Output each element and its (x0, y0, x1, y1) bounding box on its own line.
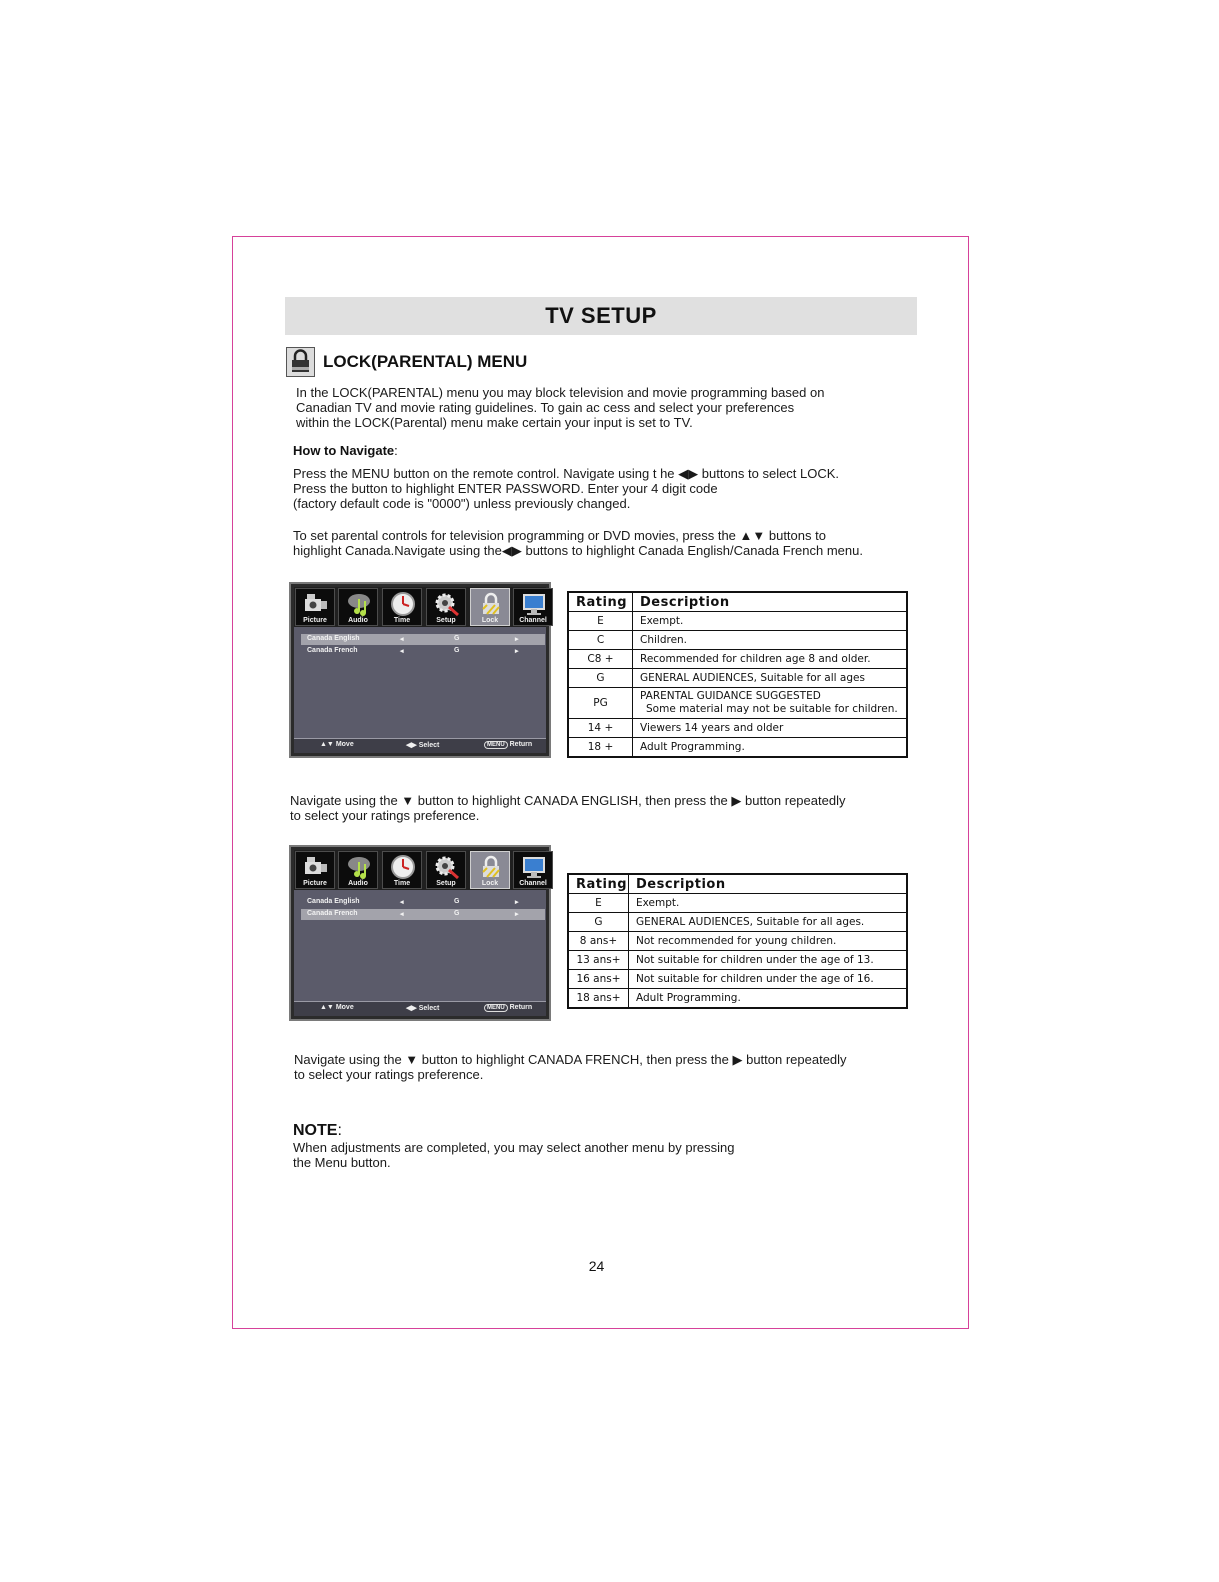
table-header-row (568, 874, 907, 894)
tab-time[interactable] (382, 851, 422, 889)
how-to-navigate-heading (293, 443, 398, 458)
description-cell: Recommended for children age 8 and older. (633, 650, 908, 669)
menu-tab-bar (294, 850, 546, 890)
description-cell: Not recommended for young children. (629, 932, 908, 951)
description-cell: Not suitable for children under the age of 16. (629, 970, 908, 989)
how-to-navigate-label: How to Navigate (293, 443, 395, 458)
note-heading (293, 1122, 342, 1140)
tab-setup[interactable] (426, 851, 466, 889)
table-row (568, 719, 907, 738)
padlock-icon (286, 347, 315, 377)
caption-line: Navigate using the ▼ button to highlight CANADA ENGLISH, then press the ▶ button repeatedly (290, 793, 846, 808)
rating-cell: G (568, 913, 629, 932)
column-header: Rating (568, 874, 629, 894)
clock-icon (389, 854, 417, 880)
tab-picture[interactable] (295, 588, 335, 626)
rating-cell: G (568, 669, 633, 688)
caption-line: to select your ratings preference. (290, 808, 480, 823)
move-hint (320, 1004, 354, 1011)
up-down-icon: ▲▼ (320, 1004, 336, 1011)
move-hint-label: Move (335, 1004, 354, 1011)
left-arrow-icon[interactable]: ◂ (400, 911, 404, 918)
padlock-icon (477, 591, 505, 617)
tab-lock[interactable] (470, 588, 510, 626)
canada-english-ratings-table (567, 591, 908, 758)
rating-cell: 14 + (568, 719, 633, 738)
camera-icon (302, 854, 330, 880)
right-arrow-icon[interactable]: ▸ (515, 911, 519, 918)
menu-item-canada-french[interactable] (301, 646, 545, 657)
menu-item-label: Canada English (307, 635, 360, 642)
table-row (568, 669, 907, 688)
menu-item-canada-english[interactable] (301, 897, 545, 908)
menu-item-label: Canada French (307, 910, 358, 917)
navigate-line: Press the MENU button on the remote control. Navigate using t he ◀▶ buttons to select LOCK. (293, 466, 840, 481)
table-row (568, 989, 907, 1008)
select-hint (406, 1004, 439, 1012)
monitor-icon (520, 854, 548, 880)
page-title: TV SETUP (545, 303, 657, 328)
rating-cell: PG (568, 688, 633, 719)
move-hint (320, 741, 354, 748)
rating-cell: 18 ans+ (568, 989, 629, 1008)
select-hint-label: Select (418, 742, 440, 749)
column-header: Rating (568, 592, 633, 612)
table-header-row (568, 592, 907, 612)
right-arrow-icon[interactable]: ▸ (515, 636, 519, 643)
description-cell: Adult Programming. (633, 738, 908, 757)
select-hint-label: Select (418, 1005, 440, 1012)
return-hint-label: Return (509, 741, 533, 748)
description-cell: Exempt. (633, 612, 908, 631)
menu-key-icon: MENU (484, 741, 508, 749)
table-row (568, 650, 907, 669)
description-line: Some material may not be suitable for children. (646, 703, 898, 715)
table-row (568, 612, 907, 631)
intro-paragraph (296, 385, 824, 430)
intro-line: Canadian TV and movie rating guidelines. To gain ac cess and select your preferences (296, 400, 795, 415)
menu-tab-bar (294, 587, 546, 627)
description-cell (633, 688, 908, 719)
page-number: 24 (588, 1258, 605, 1274)
caption-english (290, 793, 845, 823)
rating-cell: C (568, 631, 633, 650)
rating-cell: C8 + (568, 650, 633, 669)
menu-footer (294, 1001, 546, 1016)
menu-item-canada-english[interactable] (301, 634, 545, 645)
description-cell: Adult Programming. (629, 989, 908, 1008)
note-line: When adjustments are completed, you may select another menu by pressing (293, 1140, 735, 1155)
section-title: LOCK(PARENTAL) MENU (323, 352, 528, 371)
description-cell: Exempt. (629, 894, 908, 913)
navigate-line: Press the button to highlight ENTER PASSWORD. Enter your 4 digit code (293, 481, 718, 496)
tab-label: Channel (519, 880, 547, 887)
table-row (568, 913, 907, 932)
note-paragraph (293, 1140, 735, 1170)
column-header: Description (629, 874, 908, 894)
rating-cell: E (568, 894, 629, 913)
tab-label: Setup (436, 617, 456, 624)
tab-label: Lock (481, 880, 499, 887)
header-banner (285, 297, 917, 335)
table-row (568, 738, 907, 757)
left-arrow-icon[interactable]: ◂ (400, 636, 404, 643)
tab-label: Setup (436, 880, 456, 887)
right-arrow-icon[interactable]: ▸ (515, 648, 519, 655)
tab-label: Audio (348, 617, 368, 624)
left-right-icon: ◀▶ (406, 742, 419, 749)
navigate-line: highlight Canada.Navigate using the◀▶ buttons to highlight Canada English/Canada French menu. (293, 543, 863, 558)
tools-icon (433, 854, 461, 880)
table-row (568, 932, 907, 951)
rating-cell: 8 ans+ (568, 932, 629, 951)
menu-item-value: G (454, 635, 460, 642)
caption-french (294, 1052, 847, 1082)
tab-audio[interactable] (338, 588, 378, 626)
padlock-icon (477, 854, 505, 880)
return-hint-label: Return (509, 1004, 533, 1011)
column-header: Description (633, 592, 908, 612)
tools-icon (433, 591, 461, 617)
select-hint (406, 741, 439, 749)
tab-label: Picture (303, 880, 327, 887)
menu-item-label: Canada French (307, 647, 358, 654)
tab-label: Time (393, 880, 411, 887)
music-note-icon (345, 591, 373, 617)
clock-icon (389, 591, 417, 617)
rating-cell: E (568, 612, 633, 631)
table-row (568, 951, 907, 970)
navigate-paragraph-1 (293, 466, 839, 511)
navigate-line: (factory default code is "0000") unless previously changed. (293, 496, 631, 511)
rating-cell: 13 ans+ (568, 951, 629, 970)
description-cell: Children. (633, 631, 908, 650)
tv-menu-screen-english (289, 582, 551, 758)
tab-label: Channel (519, 617, 547, 624)
description-cell: Not suitable for children under the age of 13. (629, 951, 908, 970)
menu-item-canada-french[interactable] (301, 909, 545, 920)
canada-french-ratings-table (567, 873, 908, 1009)
monitor-icon (520, 591, 548, 617)
note-colon: : (337, 1122, 342, 1139)
menu-key-icon: MENU (484, 1004, 508, 1012)
note-title: NOTE (293, 1122, 338, 1139)
up-down-icon: ▲▼ (320, 741, 336, 748)
description-cell: Viewers 14 years and older (633, 719, 908, 738)
navigate-line: To set parental controls for television programming or DVD movies, press the ▲▼ buttons to (293, 528, 826, 543)
intro-line: In the LOCK(PARENTAL) menu you may block television and movie programming based on (296, 385, 825, 400)
tab-label: Lock (481, 617, 499, 624)
menu-footer (294, 738, 546, 753)
menu-item-value: G (454, 898, 460, 905)
menu-item-value: G (454, 647, 460, 654)
tab-audio[interactable] (338, 851, 378, 889)
description-line: PARENTAL GUIDANCE SUGGESTED (640, 690, 821, 702)
tab-channel[interactable] (513, 588, 553, 626)
tab-lock[interactable] (470, 851, 510, 889)
note-line: the Menu button. (293, 1155, 391, 1170)
tab-label: Time (393, 617, 411, 624)
tv-menu-screen-french (289, 845, 551, 1021)
table-row (568, 894, 907, 913)
table-row (568, 631, 907, 650)
tab-time[interactable] (382, 588, 422, 626)
return-hint (484, 741, 532, 748)
menu-item-value: G (454, 910, 460, 917)
intro-line: within the LOCK(Parental) menu make certain your input is set to TV. (296, 415, 693, 430)
return-hint (484, 1004, 532, 1011)
tab-channel[interactable] (513, 851, 553, 889)
tab-label: Audio (348, 880, 368, 887)
camera-icon (302, 591, 330, 617)
caption-line: Navigate using the ▼ button to highlight CANADA FRENCH, then press the ▶ button repeatedly (294, 1052, 847, 1067)
tab-picture[interactable] (295, 851, 335, 889)
left-arrow-icon[interactable]: ◂ (400, 648, 404, 655)
rating-cell: 16 ans+ (568, 970, 629, 989)
left-right-icon: ◀▶ (406, 1005, 419, 1012)
table-row (568, 688, 907, 719)
how-to-navigate-colon: : (394, 443, 398, 458)
rating-cell: 18 + (568, 738, 633, 757)
tab-setup[interactable] (426, 588, 466, 626)
description-cell: GENERAL AUDIENCES, Suitable for all ages. (629, 913, 908, 932)
music-note-icon (345, 854, 373, 880)
description-cell: GENERAL AUDIENCES, Suitable for all ages (633, 669, 908, 688)
caption-line: to select your ratings preference. (294, 1067, 484, 1082)
navigate-paragraph-2 (293, 528, 863, 558)
left-arrow-icon[interactable]: ◂ (400, 899, 404, 906)
right-arrow-icon[interactable]: ▸ (515, 899, 519, 906)
menu-item-label: Canada English (307, 898, 360, 905)
table-row (568, 970, 907, 989)
move-hint-label: Move (335, 741, 354, 748)
tab-label: Picture (303, 617, 327, 624)
